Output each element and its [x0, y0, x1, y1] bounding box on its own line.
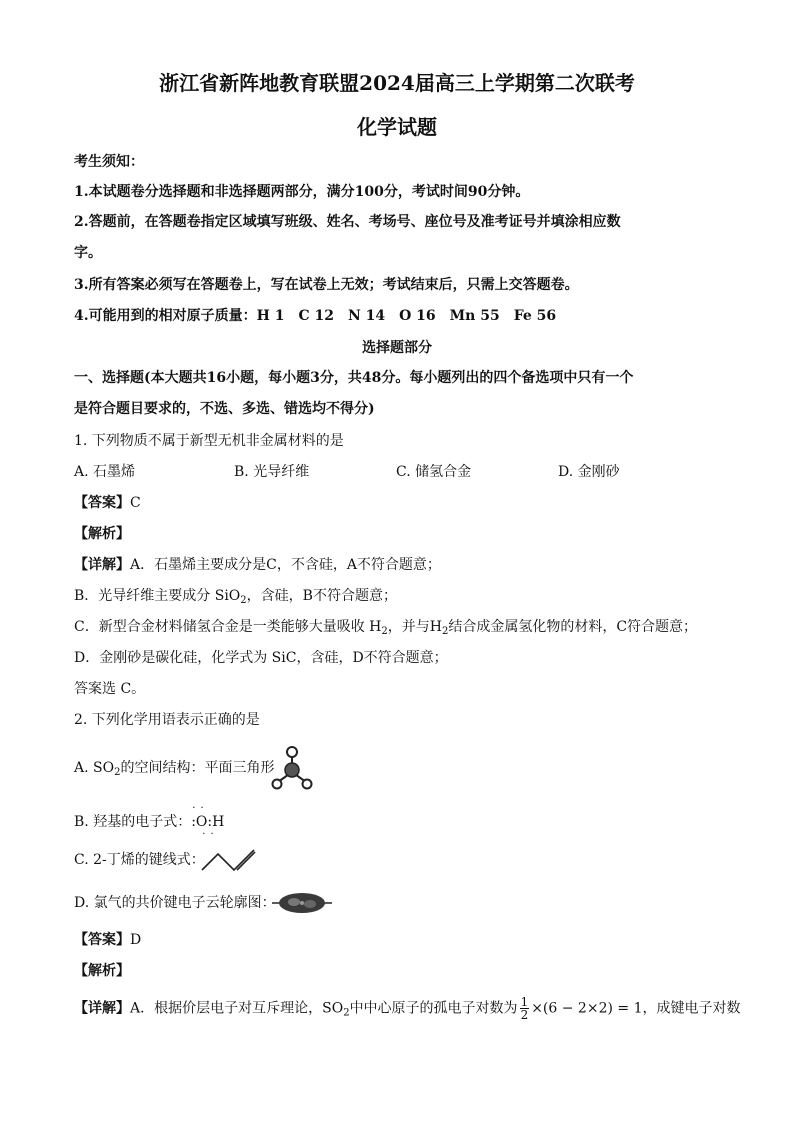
section-intro-line1: 一、选择题(本大题共16小题，每小题3分，共48分。每小题列出的四个备选项中只有一个 [74, 370, 634, 386]
q1-analysis-tag: 【解析】 [74, 526, 130, 542]
answer-tag: 【答案】 [74, 495, 130, 511]
hydrogen-symbol: :H [207, 814, 225, 830]
so2-ball-model-icon [266, 742, 318, 794]
q2-option-d: D. 氯气的共价键电子云轮廓图： [74, 895, 276, 911]
q1-detail-4: D．金刚砂是碳化硅，化学式为 SiC，含硅，D不符合题意； [74, 650, 448, 666]
q2-option-b [74, 803, 225, 840]
detail-tag: 【详解】 [74, 1000, 130, 1017]
notice-heading: 考生须知： [74, 154, 144, 170]
detail-text: 中中心原子的孤电子对数为 [349, 1000, 518, 1017]
answer-tag: 【答案】 [74, 932, 130, 948]
q1-option-d: D. 金刚砂 [558, 464, 620, 480]
answer-value: C [130, 495, 141, 511]
notice-item-2-cont: 字。 [74, 245, 102, 261]
subscript: 2 [381, 626, 388, 637]
q1-option-c: C. 储氢合金 [396, 464, 472, 480]
detail-text: ，成键电子对数 [642, 1000, 741, 1017]
document-title: 浙江省新阵地教育联盟2024届高三上学期第二次联考 [159, 71, 635, 95]
detail-tag: 【详解】 [74, 557, 130, 573]
math-expression: ×(6 − 2×2) = 1 [531, 1000, 643, 1017]
q2-option-c: C. 2-丁烯的键线式： [74, 852, 205, 868]
q1-detail-3 [74, 617, 697, 637]
document-subtitle: 化学试题 [357, 115, 437, 139]
q1-detail-1 [74, 555, 441, 575]
oxygen-symbol: O [195, 814, 208, 830]
hydroxyl-electron-formula: · · :O · · :H [191, 803, 225, 840]
option-text: 的空间结构：平面三角形 [120, 760, 275, 776]
detail-text: B．光导纤维主要成分 SiO [74, 588, 241, 604]
detail-text: A．根据价层电子对互斥理论，SO [130, 1000, 344, 1017]
notice-item-1: 1.本试题卷分选择题和非选择题两部分，满分100分，考试时间90分钟。 [74, 184, 530, 200]
section-title: 选择题部分 [362, 340, 432, 356]
detail-text: A．石墨烯主要成分是C，不含硅，A不符合题意； [130, 557, 441, 573]
answer-value: D [130, 932, 142, 948]
2-butene-skeletal-icon [200, 848, 258, 872]
notice-item-2: 2.答题前，在答题卷指定区域填写班级、姓名、考场号、座位号及准考证号并填涂相应数 [74, 214, 621, 230]
subscript: 2 [240, 595, 247, 606]
q1-option-a: A. 石墨烯 [74, 464, 136, 480]
q1-stem: 1. 下列物质不属于新型无机非金属材料的是 [74, 433, 344, 449]
q1-conclusion: 答案选 C。 [74, 681, 146, 697]
q1-option-b: B. 光导纤维 [234, 464, 310, 480]
subscript: 2 [343, 1007, 350, 1019]
fraction-one-half [520, 996, 530, 1021]
detail-text: 结合成金属氢化物的材料，C符合题意； [448, 619, 698, 635]
detail-text: ，并与H [387, 619, 442, 635]
subscript: 2 [441, 626, 449, 637]
cl2-electron-cloud-icon [272, 890, 334, 916]
q2-answer [74, 930, 141, 950]
notice-item-4: 4.可能用到的相对原子质量：H 1 C 12 N 14 O 16 Mn 55 Fe 56 [74, 308, 557, 324]
detail-text: C．新型合金材料储氢合金是一类能够大量吸收 H [74, 619, 382, 635]
notice-item-3: 3.所有答案必须写在答题卷上，写在试卷上无效；考试结束后，只需上交答题卷。 [74, 277, 579, 293]
fraction-denominator: 2 [520, 1008, 529, 1022]
q2-analysis-tag: 【解析】 [74, 963, 130, 979]
q2-stem: 2. 下列化学用语表示正确的是 [74, 712, 260, 728]
section-intro-line2: 是符合题目要求的，不选、多选、错选均不得分) [74, 401, 375, 417]
q1-answer [74, 493, 141, 513]
q2-option-a [74, 758, 274, 778]
fraction-numerator: 1 [520, 995, 529, 1009]
option-text: B. 羟基的电子式： [74, 814, 192, 830]
q1-detail-2 [74, 586, 397, 606]
detail-text: ，含硅，B不符合题意； [246, 588, 397, 604]
q2-detail-1 [74, 996, 740, 1021]
option-text: A. SO [74, 760, 115, 776]
subscript: 2 [114, 767, 121, 778]
